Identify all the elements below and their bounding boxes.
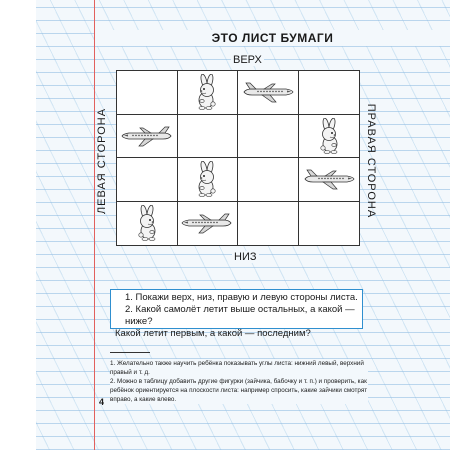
label-left: ЛЕВАЯ СТОРОНА xyxy=(96,107,108,215)
footnotes xyxy=(110,359,368,404)
footnote-2: 2. Можно в таблицу добавить другие фигурки (зайчика, бабочку и т. п.) и проверить, как ребёнок ориентируется на плоскости листа: например спросить, какие зайчики смотрят вправо, а какие влево. xyxy=(110,378,368,403)
question-1: 1. Покажи верх, низ, правую и левую стороны листа. xyxy=(125,292,358,303)
margin-line xyxy=(94,0,95,450)
grid-cell xyxy=(178,71,239,115)
label-right: ПРАВАЯ СТОРОНА xyxy=(365,103,377,219)
question-3: Какой летит первым, а какой — последним? xyxy=(115,328,311,339)
airplane-icon xyxy=(121,125,173,147)
question-2: 2. Какой самолёт летит выше остальных, а какой — ниже? xyxy=(125,304,355,327)
label-top: ВЕРХ xyxy=(233,54,262,66)
label-bottom: НИЗ xyxy=(234,251,257,263)
bunny-icon xyxy=(315,118,343,154)
grid-cell xyxy=(178,202,239,246)
grid-cell xyxy=(238,202,299,246)
bunny-icon xyxy=(133,205,161,241)
grid-cell xyxy=(299,202,360,246)
airplane-icon xyxy=(303,168,355,190)
grid-cell xyxy=(299,115,360,159)
grid-cell xyxy=(238,71,299,115)
grid-cell xyxy=(117,115,178,159)
footnote-1: 1. Желательно также научить ребёнка показывать углы листа: нижний левый, верхний правый и т. д. xyxy=(110,360,364,376)
bunny-icon xyxy=(193,161,221,197)
grid-cell xyxy=(117,158,178,202)
bunny-icon xyxy=(193,74,221,110)
page-number: 4 xyxy=(99,397,105,407)
grid-cell xyxy=(299,158,360,202)
grid-cell xyxy=(238,158,299,202)
grid-cell xyxy=(117,202,178,246)
grid-cell xyxy=(178,115,239,159)
page-title: ЭТО ЛИСТ БУМАГИ xyxy=(95,30,450,46)
airplane-icon xyxy=(242,81,294,103)
grid-cell xyxy=(299,71,360,115)
grid-cell xyxy=(178,158,239,202)
question-box xyxy=(110,289,363,339)
grid-cell xyxy=(238,115,299,159)
grid-cell xyxy=(117,71,178,115)
footnote-divider xyxy=(110,352,150,353)
airplane-icon xyxy=(181,212,233,234)
picture-grid xyxy=(116,70,360,246)
